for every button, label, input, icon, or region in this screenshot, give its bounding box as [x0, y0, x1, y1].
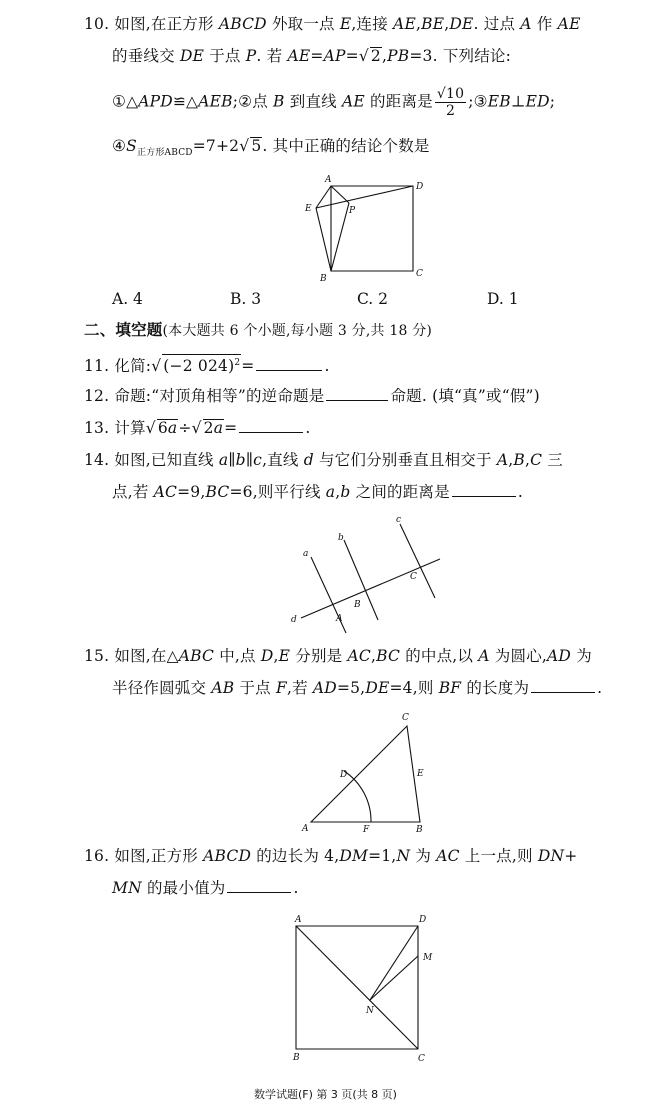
q11-line: 11. 化简:√ (−2 024)$^2$= . [84, 354, 330, 376]
q16-label-C: C [418, 1054, 425, 1064]
q15-label-F: F [363, 825, 370, 835]
q15-label-D: D [340, 770, 348, 780]
q10-option-d[interactable]: D. 1 [487, 290, 519, 308]
q14-label-B: B [354, 600, 361, 610]
q14-line2: 点,若 AC=9,BC=6,则平行线 a,b 之间的距离是 . [112, 483, 523, 501]
q10-option-c[interactable]: C. 2 [357, 290, 389, 308]
q16-label-M: M [423, 953, 433, 963]
q16-label-A: A [295, 915, 302, 925]
q10-fraction: $\frac{√10}{2}$ [436, 86, 465, 119]
q15-line1: 15. 如图,在△ABC 中,点 D,E 分别是 AC,BC 的中点,以 A 为圆心,AD 为 [84, 647, 592, 665]
q10-label-B: B [320, 274, 327, 284]
q14-label-d: d [291, 615, 297, 625]
q10-label-C: C [416, 269, 423, 279]
q12-line: 12. 命题:“对顶角相等”的逆命题是 命题. (填“真”或“假”) [84, 387, 540, 405]
q14-label-b: b [338, 533, 344, 543]
q14-line1: 14. 如图,已知直线 a∥b∥c,直线 d 与它们分别垂直且相交于 A,B,C 三 [84, 451, 563, 469]
q10-line3: ①△APD≌△AEB;②点 B 到直线 AE 的距离是 $\frac{√10}{2}$ ;③EB⊥ED; [112, 86, 556, 119]
q14-label-A: A [336, 614, 343, 624]
q16-label-B: B [293, 1053, 300, 1063]
page-footer: 数学试题(F) 第 3 页(共 8 页) [254, 1088, 397, 1101]
q15-label-C: C [402, 713, 409, 723]
section2-note: (本大题共 6 个小题,每小题 3 分,共 18 分) [162, 323, 433, 339]
q10-line2: 的垂线交 DE 于点 P. 若 AE=AP=√ 2,PB=3. 下列结论: [112, 47, 512, 65]
q14-label-a: a [303, 549, 309, 559]
q14-label-c: c [396, 515, 402, 525]
q16-label-D: D [419, 915, 427, 925]
q15-label-E: E [417, 769, 424, 779]
q10-label-A: A [325, 175, 332, 185]
q15-label-B: B [416, 825, 423, 835]
section2-title: 二、填空题 [84, 321, 163, 339]
q16-label-N: N [366, 1006, 374, 1016]
q15-line2: 半径作圆弧交 AB 于点 F,若 AD=5,DE=4,则 BF 的长度为 . [112, 679, 603, 697]
q10-label-D: D [416, 182, 424, 192]
q15-label-A: A [302, 824, 309, 834]
q10-label-E: E [305, 204, 312, 214]
q10-option-a[interactable]: A. 4 [112, 290, 143, 308]
q16-line2: MN 的最小值为 . [112, 879, 299, 897]
q14-label-C: C [410, 572, 417, 582]
q10-line4: $④S_{正方形ABCD}=7+2√$ 5. 其中正确的结论个数是 [112, 137, 430, 159]
q16-diagonal-AC [296, 926, 418, 1049]
q13-line: 13. 计算√ 6a÷√ 2a= . [84, 419, 311, 437]
q10-line1: 10. 如图,在正方形 ABCD 外取一点 E,连接 AE,BE,DE. 过点 A 作 AE [84, 15, 581, 33]
q10-option-b[interactable]: B. 3 [230, 290, 262, 308]
q16-line1: 16. 如图,正方形 ABCD 的边长为 4,DM=1,N 为 AC 上一点,则 DN+ [84, 847, 578, 865]
q10-label-P: P [349, 206, 356, 216]
